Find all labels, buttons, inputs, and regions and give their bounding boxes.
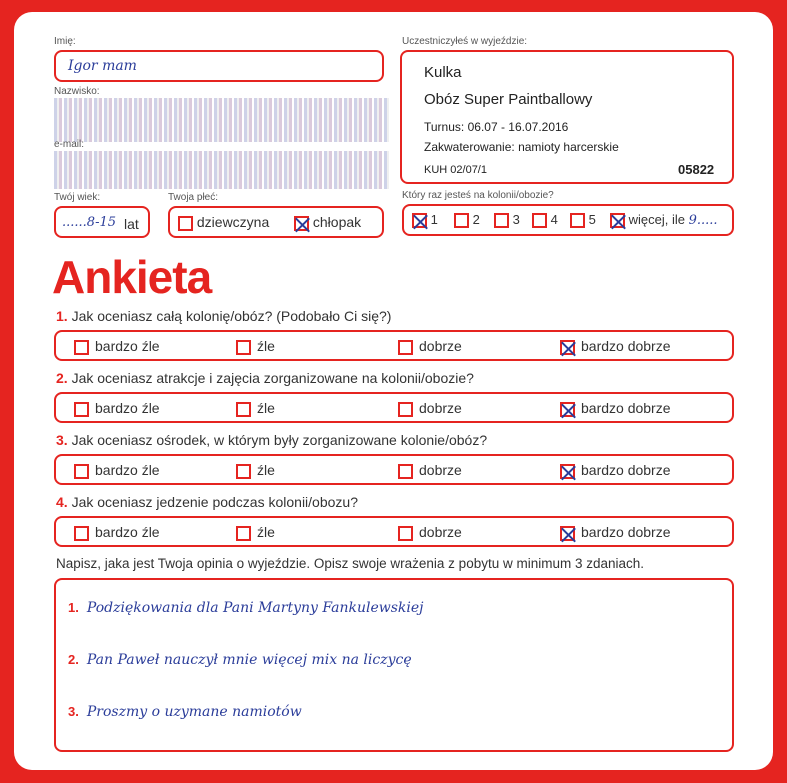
q4-checkbox-very-good-checked[interactable] bbox=[560, 526, 575, 541]
q1-option-very-good[interactable]: bardzo dobrze bbox=[560, 338, 671, 355]
gender-option-female[interactable]: dziewczyna bbox=[178, 214, 269, 231]
participant-label: Uczestniczyłeś w wyjeździe: bbox=[402, 36, 528, 47]
times-label: Który raz jesteś na kolonii/obozie? bbox=[402, 190, 554, 201]
q2-checkbox-bad[interactable] bbox=[236, 402, 251, 417]
checkbox-male-checked[interactable] bbox=[294, 216, 309, 231]
name-field[interactable] bbox=[54, 50, 384, 82]
camp-title: Obóz Super Paintballowy bbox=[424, 91, 593, 108]
age-value: ......8-15 bbox=[62, 215, 116, 230]
q2-option-very-good[interactable]: bardzo dobrze bbox=[560, 400, 671, 417]
q2-checkbox-good[interactable] bbox=[398, 402, 413, 417]
rating-row-3 bbox=[54, 454, 734, 485]
q3-option-very-bad[interactable]: bardzo źle bbox=[74, 462, 160, 479]
survey-title: Ankieta bbox=[52, 251, 212, 303]
camp-name: Kulka bbox=[424, 64, 462, 81]
email-redacted bbox=[54, 151, 389, 189]
rating-row-4 bbox=[54, 516, 734, 547]
camp-code: KUH 02/07/1 bbox=[424, 164, 487, 176]
times-option-1[interactable]: 1 bbox=[412, 212, 438, 228]
checkbox-times-1-checked[interactable] bbox=[412, 213, 427, 228]
opinion-line-2: 2. Pan Paweł nauczył mnie więcej mix na liczycę bbox=[68, 652, 412, 668]
gender-field bbox=[168, 206, 384, 238]
q3-option-bad[interactable]: źle bbox=[236, 462, 275, 479]
q1-checkbox-good[interactable] bbox=[398, 340, 413, 355]
gender-option-male[interactable]: chłopak bbox=[294, 214, 361, 231]
q4-option-very-good[interactable]: bardzo dobrze bbox=[560, 524, 671, 541]
age-field[interactable] bbox=[54, 206, 150, 238]
checkbox-times-2[interactable] bbox=[454, 213, 469, 228]
opinion-line-1: 1. Podziękowania dla Pani Martyny Fankulewskiej bbox=[68, 600, 424, 616]
rating-row-1 bbox=[54, 330, 734, 361]
age-label: Twój wiek: bbox=[54, 192, 101, 203]
camp-info-box bbox=[400, 50, 734, 184]
camp-number: 05822 bbox=[678, 162, 715, 177]
q3-option-very-good[interactable]: bardzo dobrze bbox=[560, 462, 671, 479]
name-label: Imię: bbox=[54, 36, 76, 47]
name-value: Igor mam bbox=[68, 58, 137, 74]
q2-option-bad[interactable]: źle bbox=[236, 400, 275, 417]
opinion-prompt: Napisz, jaka jest Twoja opinia o wyjeździe. Opisz swoje wrażenia z pobytu w minimum 3 zdaniach. bbox=[56, 556, 645, 571]
q4-checkbox-good[interactable] bbox=[398, 526, 413, 541]
opinion-textarea[interactable] bbox=[54, 578, 734, 752]
q1-checkbox-very-bad[interactable] bbox=[74, 340, 89, 355]
gender-label: Twoja płeć: bbox=[168, 192, 219, 203]
q2-option-good[interactable]: dobrze bbox=[398, 400, 462, 417]
times-option-2[interactable]: 2 bbox=[454, 212, 480, 228]
q4-checkbox-very-bad[interactable] bbox=[74, 526, 89, 541]
question-3: 3. Jak oceniasz ośrodek, w którym były zorganizowane kolonie/obóz? bbox=[56, 432, 488, 448]
checkbox-times-5[interactable] bbox=[570, 213, 585, 228]
q2-checkbox-very-good-checked[interactable] bbox=[560, 402, 575, 417]
q4-option-bad[interactable]: źle bbox=[236, 524, 275, 541]
checkbox-female[interactable] bbox=[178, 216, 193, 231]
camp-accommodation: Zakwaterowanie: namioty harcerskie bbox=[424, 140, 619, 154]
times-field bbox=[402, 204, 734, 236]
q4-option-very-bad[interactable]: bardzo źle bbox=[74, 524, 160, 541]
age-unit: lat bbox=[124, 216, 139, 232]
times-option-3[interactable]: 3 bbox=[494, 212, 520, 228]
times-option-4[interactable]: 4 bbox=[532, 212, 558, 228]
checkbox-times-4[interactable] bbox=[532, 213, 547, 228]
survey-sheet bbox=[14, 12, 773, 770]
times-option-more[interactable]: więcej, ile 9..... bbox=[610, 212, 718, 228]
email-label: e-mail: bbox=[54, 139, 85, 150]
q2-checkbox-very-bad[interactable] bbox=[74, 402, 89, 417]
q2-option-very-bad[interactable]: bardzo źle bbox=[74, 400, 160, 417]
question-4: 4. Jak oceniasz jedzenie podczas kolonii/obozu? bbox=[56, 494, 358, 510]
question-2: 2. Jak oceniasz atrakcje i zajęcia zorganizowane na kolonii/obozie? bbox=[56, 370, 474, 386]
times-option-5[interactable]: 5 bbox=[570, 212, 596, 228]
opinion-line-3: 3. Proszmy o uzymane namiotów bbox=[68, 704, 302, 720]
q3-option-good[interactable]: dobrze bbox=[398, 462, 462, 479]
checkbox-times-more-checked[interactable] bbox=[610, 213, 625, 228]
q3-checkbox-very-good-checked[interactable] bbox=[560, 464, 575, 479]
camp-turnus: Turnus: 06.07 - 16.07.2016 bbox=[424, 120, 569, 134]
rating-row-2 bbox=[54, 392, 734, 423]
q1-option-bad[interactable]: źle bbox=[236, 338, 275, 355]
q1-checkbox-bad[interactable] bbox=[236, 340, 251, 355]
q1-option-very-bad[interactable]: bardzo źle bbox=[74, 338, 160, 355]
q4-option-good[interactable]: dobrze bbox=[398, 524, 462, 541]
q1-checkbox-very-good-checked[interactable] bbox=[560, 340, 575, 355]
question-1: 1. Jak oceniasz całą kolonię/obóz? (Podobało Ci się?) bbox=[56, 308, 392, 324]
q3-checkbox-very-bad[interactable] bbox=[74, 464, 89, 479]
q3-checkbox-bad[interactable] bbox=[236, 464, 251, 479]
checkbox-times-3[interactable] bbox=[494, 213, 509, 228]
q4-checkbox-bad[interactable] bbox=[236, 526, 251, 541]
surname-redacted bbox=[54, 98, 389, 142]
q3-checkbox-good[interactable] bbox=[398, 464, 413, 479]
q1-option-good[interactable]: dobrze bbox=[398, 338, 462, 355]
surname-label: Nazwisko: bbox=[54, 86, 100, 97]
